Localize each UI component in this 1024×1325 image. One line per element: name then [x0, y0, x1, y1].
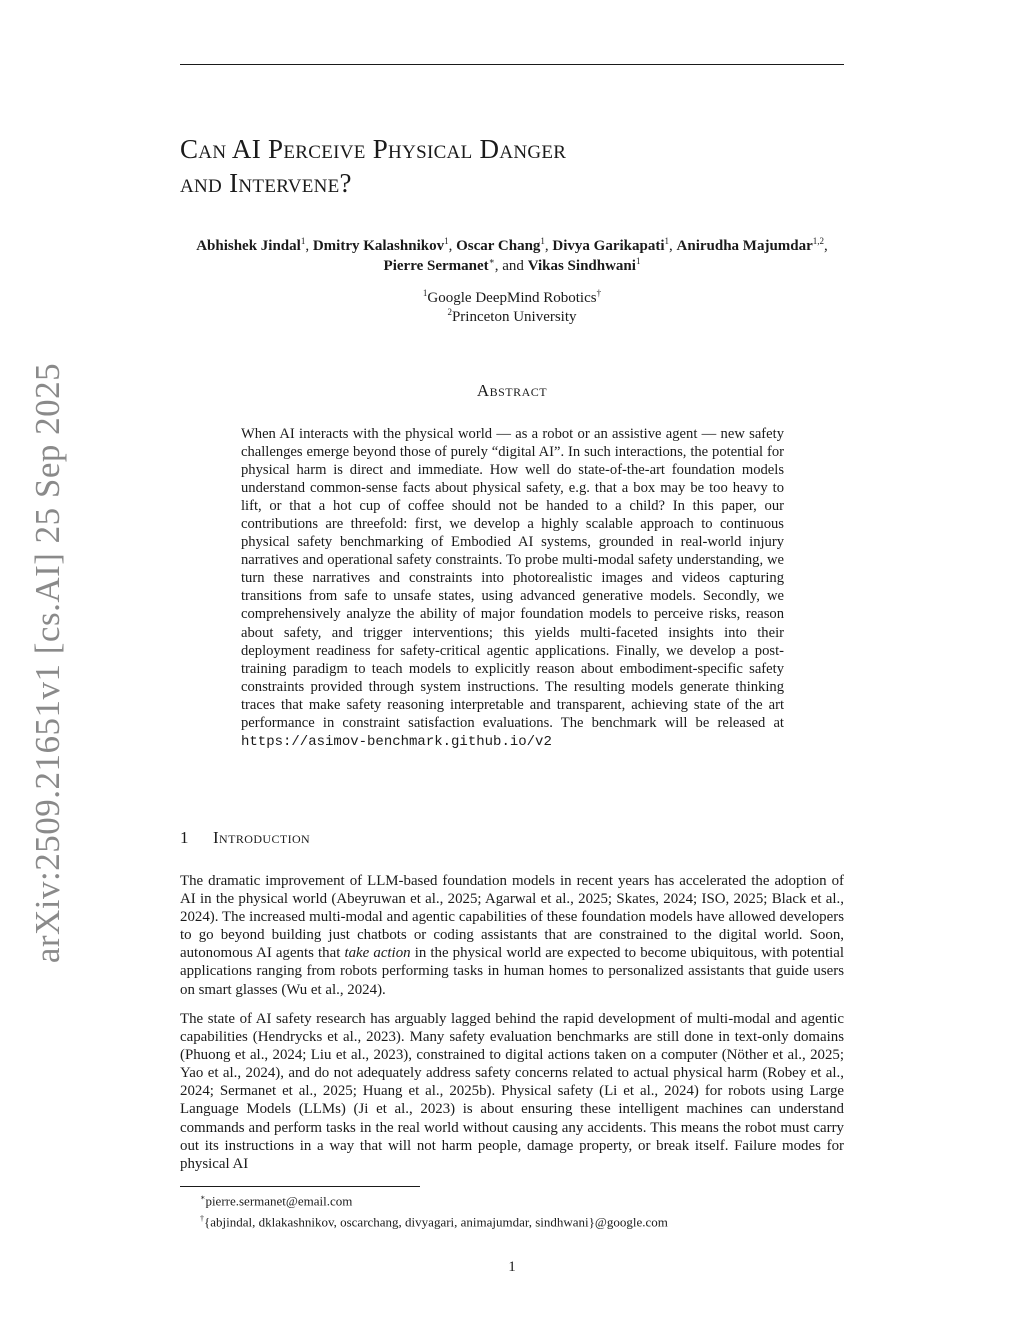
paper-title	[180, 132, 844, 200]
abstract-paragraph: When AI interacts with the physical world — as a robot or an assistive agent — new safety challenges emerge beyond those of purely “digital AI”. In such interactions, the potential for physical harm is direct and immediate. How well do state-of-the-art foundation models understand common-sense facts about physical safety, e.g. that a box may be too heavy to lift, or that a hot cup of coffee should not be handed to a child? In this paper, our contributions are threefold: first, we develop a highly scalable approach to continuous physical safety benchmarking of Embodied AI systems, grounded in real-world injury narratives and operational safety constraints. To probe multi-modal safety understanding, we turn these narratives and constraints into photorealistic images and videos capturing transitions from safe to unsafe states, using advanced generative models. Secondly, we comprehensively analyze the ability of major foundation models to perceive risks, reason about safety, and trigger interventions; this yields multi-faceted insights into their deployment readiness for safety-critical agentic applications. Finally, we develop a post-training paradigm to teach models to explicitly reason about embodiment-specific safety constraints provided through system instructions. The resulting models generate thinking traces that make safety reasoning interpretable and transparent, achieving state of the art performance in constraint satisfaction evaluations. The benchmark will be released at	[241, 426, 784, 731]
intro-paragraph-2: The state of AI safety research has arguably lagged behind the rapid development of multi-modal and agentic capabilities (Hendrycks et al., 2023). Many safety evaluation benchmarks are still done in text-only domains (Phuong et al., 2024; Liu et al., 2023), constrained to digital actions taken on a computer (Nöther et al., 2025; Yao et al., 2024), and do not adequately address safety concerns related to actual physical harm (Robey et al., 2024; Sermanet et al., 2025; Huang et al., 2025b). Physical safety (Li et al., 2024) for robots using Large Language Models (LLMs) (Ji et al., 2023) is about ensuring these intelligent machines can understand commands and perform tasks in the real world without causing any accidents. This means the robot must carry out its instructions in a way that will not harm people, damage property, or break itself. Failure modes for physical AI	[180, 1011, 844, 1172]
page-number: 1	[508, 1259, 516, 1275]
author-affil-sup: 1	[540, 236, 545, 246]
author-affil-sup: 1	[444, 236, 449, 246]
footnotes	[200, 1189, 844, 1232]
title-line-2: and Intervene?	[180, 168, 352, 198]
affiliation-2: $^2$Princeton University	[447, 307, 577, 325]
arxiv-stamp-text: arXiv:2509.21651v1 [cs.AI] 25 Sep 2025	[28, 362, 67, 964]
affiliations	[180, 289, 844, 327]
benchmark-url[interactable]: https://asimov-benchmark.github.io/v2	[241, 733, 552, 750]
section-title: Introduction	[213, 828, 311, 847]
author-name: Vikas Sindhwani	[527, 258, 636, 274]
author-affil-sup: 1,2	[812, 236, 825, 246]
author-affil-sup: 1	[664, 236, 670, 246]
author-name: Divya Garikapati	[552, 238, 665, 254]
author-affil-sup: 1	[300, 236, 306, 246]
abstract-heading: Abstract	[476, 381, 548, 400]
title-line-1: Can AI Perceive Physical Danger	[180, 134, 567, 164]
authors-conjunction: and	[502, 258, 524, 274]
author-name: Dmitry Kalashnikov	[312, 238, 445, 254]
footnote-rule	[180, 1186, 420, 1187]
footnote-2: †{abjindal, dklakashnikov, oscarchang, divyagari, animajumdar, sindhwani}@google.com	[200, 1214, 668, 1230]
header-rule	[180, 64, 844, 65]
footnote-1: ∗pierre.sermanet@email.com	[200, 1193, 353, 1209]
section-number: 1	[180, 828, 189, 847]
author-list: Abhishek Jindal$^1$, Dmitry Kalashnikov$^1$, Oscar Chang$^1$, Divya Garikapati$^1$, Anirudha Majumdar$^{1,2}$, Pierre Sermanet∗, and Vikas Sindhwani$^1$	[196, 236, 828, 274]
author-affil-sup: 1	[635, 256, 641, 266]
section-heading-introduction	[180, 828, 310, 848]
emphasis-text: take action	[344, 945, 411, 962]
author-affil-sup: ∗	[488, 256, 495, 266]
author-name: Oscar Chang	[456, 238, 541, 254]
author-name: Pierre Sermanet	[383, 258, 489, 274]
author-name: Abhishek Jindal	[196, 238, 301, 254]
abstract-text	[241, 425, 784, 751]
affiliation-1: $^1$Google DeepMind Robotics†	[422, 288, 602, 306]
intro-paragraph-1: The dramatic improvement of LLM-based foundation models in recent years has accelerated the adoption of AI in the physical world (Abeyruwan et al., 2025; Agarwal et al., 2025; Skates, 2024; ISO, 2025; Black et al., 2024). The increased multi-modal and agentic capabilities of these foundation models have allowed developers to go beyond building just chatbots or coding assistants that are constrained to the digital world. Soon, autonomous AI agents that take action in the physical world are expected to become ubiquitous, with potential applications ranging from robots performing tasks in human homes to personalized assistants that guide users on smart glasses (Wu et al., 2024).	[180, 873, 844, 998]
author-name: Anirudha Majumdar	[676, 238, 813, 254]
